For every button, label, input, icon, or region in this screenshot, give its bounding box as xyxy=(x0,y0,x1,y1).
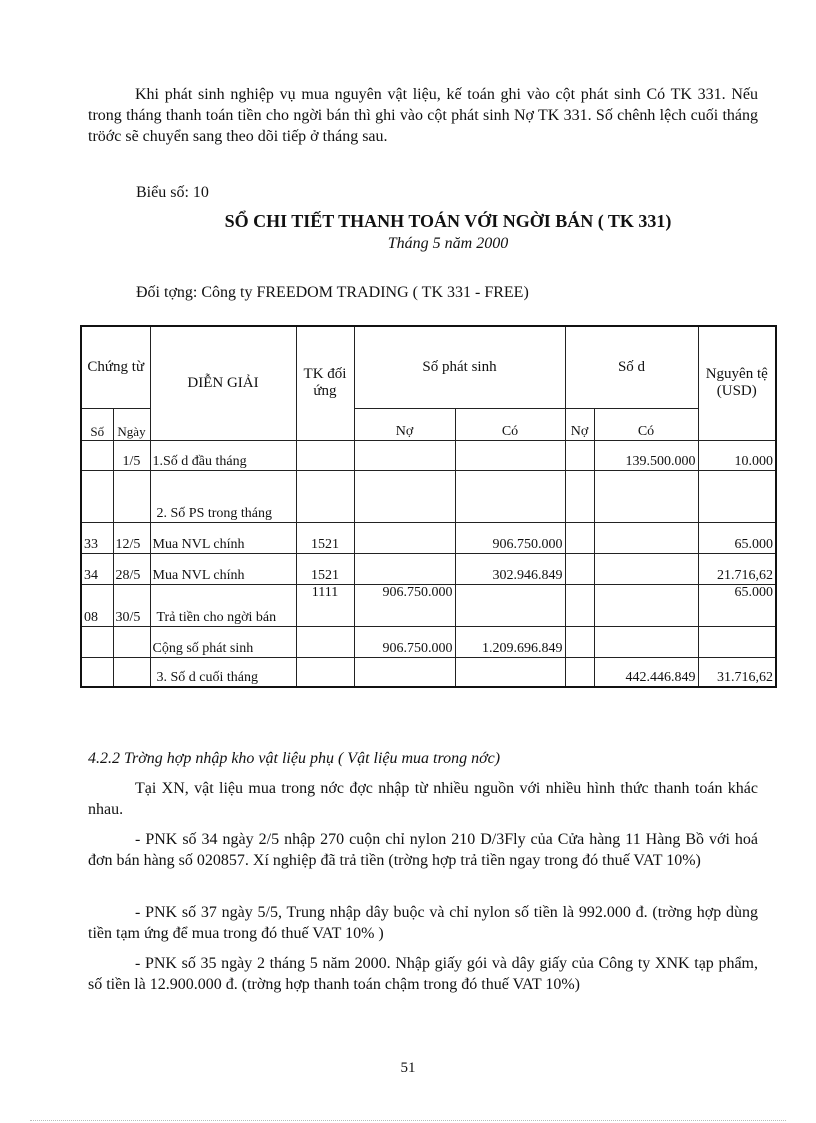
cell-date: 12/5 xyxy=(113,522,150,553)
header-description: DIỄN GIẢI xyxy=(150,326,296,440)
ledger-title: SỔ CHI TIẾT THANH TOÁN VỚI NGỜI BÁN ( TK 331) xyxy=(224,211,672,231)
ledger-table xyxy=(80,325,777,688)
cell-credit xyxy=(455,440,565,470)
cell-account xyxy=(296,657,354,687)
header-account: TK đối ứng xyxy=(296,326,354,440)
table-row xyxy=(81,584,776,626)
cell-desc: Mua NVL chính xyxy=(150,522,296,553)
section-paragraph-2: - PNK số 34 ngày 2/5 nhập 270 cuộn chỉ nylon 210 D/3Fly của Cửa hàng 11 Hàng Bồ với hoá đơn bán hàng số 020857. Xí nghiệp đã trả tiền (trờng hợp trả tiền ngay trong đó thuế VAT 10%) xyxy=(88,831,758,869)
header-voucher: Chứng từ xyxy=(81,326,150,408)
cell-date: 28/5 xyxy=(113,553,150,584)
cell-account xyxy=(296,470,354,522)
header-no: Số xyxy=(81,408,113,440)
cell-no xyxy=(81,440,113,470)
cell-balance-debit xyxy=(565,440,594,470)
cell-usd: 10.000 xyxy=(698,440,776,470)
section-heading: 4.2.2 Trờng hợp nhập kho vật liệu phụ ( Vật liệu mua trong nớc) xyxy=(88,750,501,767)
cell-desc: 2. Số PS trong tháng xyxy=(150,470,296,522)
cell-debit: 906.750.000 xyxy=(354,626,455,657)
cell-credit: 906.750.000 xyxy=(455,522,565,553)
cell-account: 1521 xyxy=(296,522,354,553)
cell-credit xyxy=(455,584,565,626)
cell-balance-debit xyxy=(565,584,594,626)
cell-debit xyxy=(354,553,455,584)
table-row xyxy=(81,440,776,470)
table-row xyxy=(81,657,776,687)
object-line: Đối tợng: Công ty FREEDOM TRADING ( TK 331 - FREE) xyxy=(136,284,529,301)
cell-account: 1111 xyxy=(296,584,354,626)
cell-usd xyxy=(698,470,776,522)
cell-usd: 65.000 xyxy=(698,522,776,553)
table-row xyxy=(81,470,776,522)
cell-balance-debit xyxy=(565,657,594,687)
header-date: Ngày xyxy=(113,408,150,440)
header-debit: Nợ xyxy=(354,408,455,440)
section-paragraph-1: Tại XN, vật liệu mua trong nớc đợc nhập từ nhiều nguồn với nhiều hình thức thanh toán khác nhau. xyxy=(88,780,758,818)
header-movement: Số phát sinh xyxy=(354,326,565,408)
cell-usd: 31.716,62 xyxy=(698,657,776,687)
header-balance: Số d xyxy=(565,326,698,408)
cell-balance-debit xyxy=(565,522,594,553)
cell-credit xyxy=(455,657,565,687)
cell-balance-credit xyxy=(594,584,698,626)
header-credit: Có xyxy=(455,408,565,440)
cell-date xyxy=(113,470,150,522)
cell-usd xyxy=(698,626,776,657)
cell-no xyxy=(81,657,113,687)
cell-account: 1521 xyxy=(296,553,354,584)
cell-credit: 302.946.849 xyxy=(455,553,565,584)
header-balance-debit: Nợ xyxy=(565,408,594,440)
cell-no: 34 xyxy=(81,553,113,584)
cell-usd: 65.000 xyxy=(698,584,776,626)
table-row xyxy=(81,522,776,553)
cell-credit: 1.209.696.849 xyxy=(455,626,565,657)
cell-desc: 1.Số d đầu tháng xyxy=(150,440,296,470)
cell-balance-debit xyxy=(565,553,594,584)
cell-desc: 3. Số d cuối tháng xyxy=(150,657,296,687)
cell-account xyxy=(296,626,354,657)
section-paragraph-4: - PNK số 35 ngày 2 tháng 5 năm 2000. Nhập giấy gói và dây giấy của Công ty XNK tạp phẩm, số tiền là 12.900.000 đ. (trờng hợp thanh toán chậm trong đó thuế VAT 10%) xyxy=(88,955,758,993)
cell-desc: Cộng số phát sinh xyxy=(150,626,296,657)
cell-credit xyxy=(455,470,565,522)
cell-balance-debit xyxy=(565,626,594,657)
cell-debit xyxy=(354,657,455,687)
cell-usd: 21.716,62 xyxy=(698,553,776,584)
cell-balance-credit xyxy=(594,470,698,522)
cell-account xyxy=(296,440,354,470)
section-paragraph-3: - PNK số 37 ngày 5/5, Trung nhập dây buộc và chỉ nylon số tiền là 992.000 đ. (trờng hợp dùng tiền tạm ứng để mua trong đó thuế VAT 10% ) xyxy=(88,904,758,942)
table-row xyxy=(81,553,776,584)
table-header-row xyxy=(81,326,776,408)
cell-balance-credit xyxy=(594,626,698,657)
cell-date xyxy=(113,626,150,657)
cell-date xyxy=(113,657,150,687)
cell-debit xyxy=(354,522,455,553)
ledger-subtitle: Tháng 5 năm 2000 xyxy=(387,235,509,252)
cell-no xyxy=(81,626,113,657)
header-balance-credit: Có xyxy=(594,408,698,440)
cell-balance-credit: 139.500.000 xyxy=(594,440,698,470)
cell-balance-debit xyxy=(565,470,594,522)
cell-balance-credit: 442.446.849 xyxy=(594,657,698,687)
header-currency: Nguyên tệ (USD) xyxy=(698,326,776,440)
cell-no xyxy=(81,470,113,522)
cell-balance-credit xyxy=(594,522,698,553)
form-label: Biểu số: 10 xyxy=(136,184,209,201)
cell-date: 30/5 xyxy=(113,584,150,626)
page-number: 51 xyxy=(400,1060,416,1076)
cell-no: 08 xyxy=(81,584,113,626)
cell-date: 1/5 xyxy=(113,440,150,470)
intro-paragraph: Khi phát sinh nghiệp vụ mua nguyên vật liệu, kế toán ghi vào cột phát sinh Có TK 331. Nếu trong tháng thanh toán tiền cho ngời bán thì ghi vào cột phát sinh Nợ TK 331. Số chênh lệch cuối tháng tröớc sẽ chuyển sang theo dõi tiếp ở tháng sau. xyxy=(88,86,758,145)
cell-debit xyxy=(354,440,455,470)
cell-desc: Mua NVL chính xyxy=(150,553,296,584)
table-row xyxy=(81,626,776,657)
cell-balance-credit xyxy=(594,553,698,584)
cell-debit xyxy=(354,470,455,522)
footer-divider xyxy=(30,1120,786,1121)
cell-no: 33 xyxy=(81,522,113,553)
cell-debit: 906.750.000 xyxy=(354,584,455,626)
cell-desc: Trả tiền cho ngời bán xyxy=(150,584,296,626)
